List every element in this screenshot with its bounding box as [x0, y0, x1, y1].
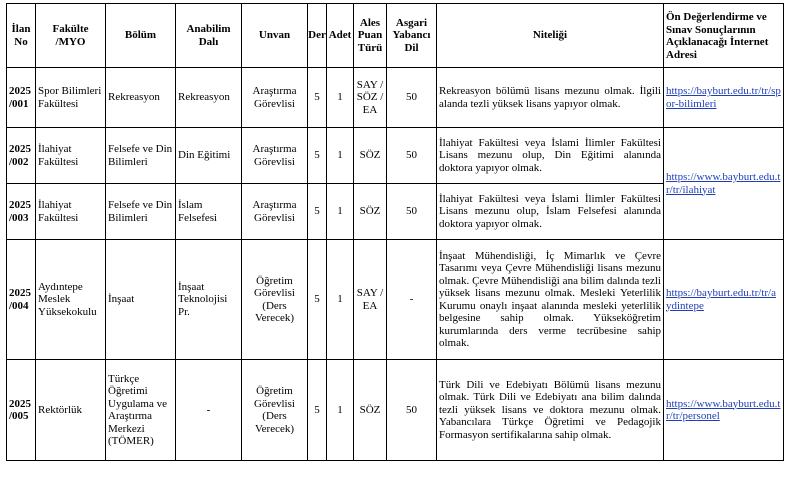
header-adres: Ön Değerlendirme ve Sınav Sonuçlarının Açıklanacağı İnternet Adresi: [664, 4, 784, 68]
cell-dil: 50: [387, 360, 437, 461]
cell-ales: SÖZ: [354, 128, 387, 184]
cell-nitelik: Türk Dili ve Edebiyatı Bölümü lisans mezunu olmak. Türk Dili ve Edebiyatı ana bilim dalında tezli yüksek lisans ve doktora mezunu olmak. Yabancılara Türkçe Öğretimi ve Pedagojik Formasyon sertifikalarına sahip olmak.: [437, 360, 664, 461]
cell-ales: SAY / EA: [354, 240, 387, 360]
header-adet: Adet: [327, 4, 354, 68]
cell-unvan: Öğretim Görevlisi (Ders Verecek): [242, 360, 308, 461]
cell-anabilim: İnşaat Teknolojisi Pr.: [176, 240, 242, 360]
table-row: [7, 360, 784, 461]
cell-fakulte: Spor Bilimleri Fakültesi: [36, 68, 106, 128]
cell-bolum: Türkçe Öğretimi Uygulama ve Araştırma Merkezi (TÖMER): [106, 360, 176, 461]
header-anabilim: Anabilim Dalı: [176, 4, 242, 68]
cell-nitelik: İlahiyat Fakültesi veya İslami İlimler Fakültesi Lisans mezunu olup, Din Eğitimi alanında doktora yapıyor olmak.: [437, 128, 664, 184]
cell-adet: 1: [327, 184, 354, 240]
cell-anabilim: Din Eğitimi: [176, 128, 242, 184]
header-unvan: Unvan: [242, 4, 308, 68]
cell-adet: 1: [327, 240, 354, 360]
cell-bolum: İnşaat: [106, 240, 176, 360]
cell-adet: 1: [327, 68, 354, 128]
url-link[interactable]: https://bayburt.edu.tr/tr/spor-bilimleri: [664, 68, 784, 128]
cell-ales: SÖZ: [354, 360, 387, 461]
header-fakulte: Fakülte /MYO: [36, 4, 106, 68]
header-der: Der: [308, 4, 327, 68]
cell-ilan-no: 2025 /002: [7, 128, 36, 184]
cell-dil: 50: [387, 68, 437, 128]
header-ilan-no: İlan No: [7, 4, 36, 68]
cell-bolum: Felsefe ve Din Bilimleri: [106, 128, 176, 184]
table-row: [7, 128, 784, 184]
header-bolum: Bölüm: [106, 4, 176, 68]
cell-anabilim: Rekreasyon: [176, 68, 242, 128]
cell-der: 5: [308, 240, 327, 360]
cell-bolum: Felsefe ve Din Bilimleri: [106, 184, 176, 240]
listing-table-container: [6, 3, 784, 461]
cell-ales: SAY / SÖZ / EA: [354, 68, 387, 128]
cell-ilan-no: 2025 /001: [7, 68, 36, 128]
cell-adet: 1: [327, 360, 354, 461]
header-row: [7, 4, 784, 68]
cell-nitelik: İlahiyat Fakültesi veya İslami İlimler Fakültesi Lisans mezunu olup, İslam Felsefesi alanında doktora yapıyor olmak.: [437, 184, 664, 240]
table-row: [7, 68, 784, 128]
cell-unvan: Öğretim Görevlisi (Ders Verecek): [242, 240, 308, 360]
cell-unvan: Araştırma Görevlisi: [242, 68, 308, 128]
cell-dil: 50: [387, 128, 437, 184]
cell-anabilim: -: [176, 360, 242, 461]
url-link[interactable]: https://www.bayburt.edu.tr/tr/ilahiyat: [664, 128, 784, 240]
cell-der: 5: [308, 184, 327, 240]
cell-nitelik: Rekreasyon bölümü lisans mezunu olmak. İlgili alanda tezli yüksek lisans yapıyor olmak.: [437, 68, 664, 128]
table-row: [7, 240, 784, 360]
cell-ilan-no: 2025 /005: [7, 360, 36, 461]
url-link[interactable]: https://www.bayburt.edu.tr/tr/personel: [664, 360, 784, 461]
cell-anabilim: İslam Felsefesi: [176, 184, 242, 240]
cell-fakulte: Rektörlük: [36, 360, 106, 461]
cell-unvan: Araştırma Görevlisi: [242, 184, 308, 240]
cell-unvan: Araştırma Görevlisi: [242, 128, 308, 184]
header-nitelik: Niteliği: [437, 4, 664, 68]
job-listing-table: [6, 3, 784, 461]
cell-ilan-no: 2025 /003: [7, 184, 36, 240]
header-ales: Ales Puan Türü: [354, 4, 387, 68]
cell-nitelik: İnşaat Mühendisliği, İç Mimarlık ve Çevre Tasarımı veya Çevre Mühendisliği lisans mezunu olmak. Çevre Mühendisliği ana bilim dalında tezli yüksek lisans mezunu olmak. Mesleki Yeterlilik Kurumu onaylı inşaat alanında mesleki yeterlilik belgesine sahip olmak. Yükseköğretim kurumlarında ders verme tecrübesine sahip olmak.: [437, 240, 664, 360]
cell-ilan-no: 2025 /004: [7, 240, 36, 360]
header-dil: Asgari Yabancı Dil: [387, 4, 437, 68]
cell-der: 5: [308, 128, 327, 184]
cell-der: 5: [308, 68, 327, 128]
cell-adet: 1: [327, 128, 354, 184]
cell-fakulte: Aydıntepe Meslek Yüksekokulu: [36, 240, 106, 360]
cell-fakulte: İlahiyat Fakültesi: [36, 128, 106, 184]
cell-dil: 50: [387, 184, 437, 240]
cell-der: 5: [308, 360, 327, 461]
cell-ales: SÖZ: [354, 184, 387, 240]
url-link[interactable]: https://bayburt.edu.tr/tr/aydintepe: [664, 240, 784, 360]
cell-dil: -: [387, 240, 437, 360]
cell-bolum: Rekreasyon: [106, 68, 176, 128]
cell-fakulte: İlahiyat Fakültesi: [36, 184, 106, 240]
